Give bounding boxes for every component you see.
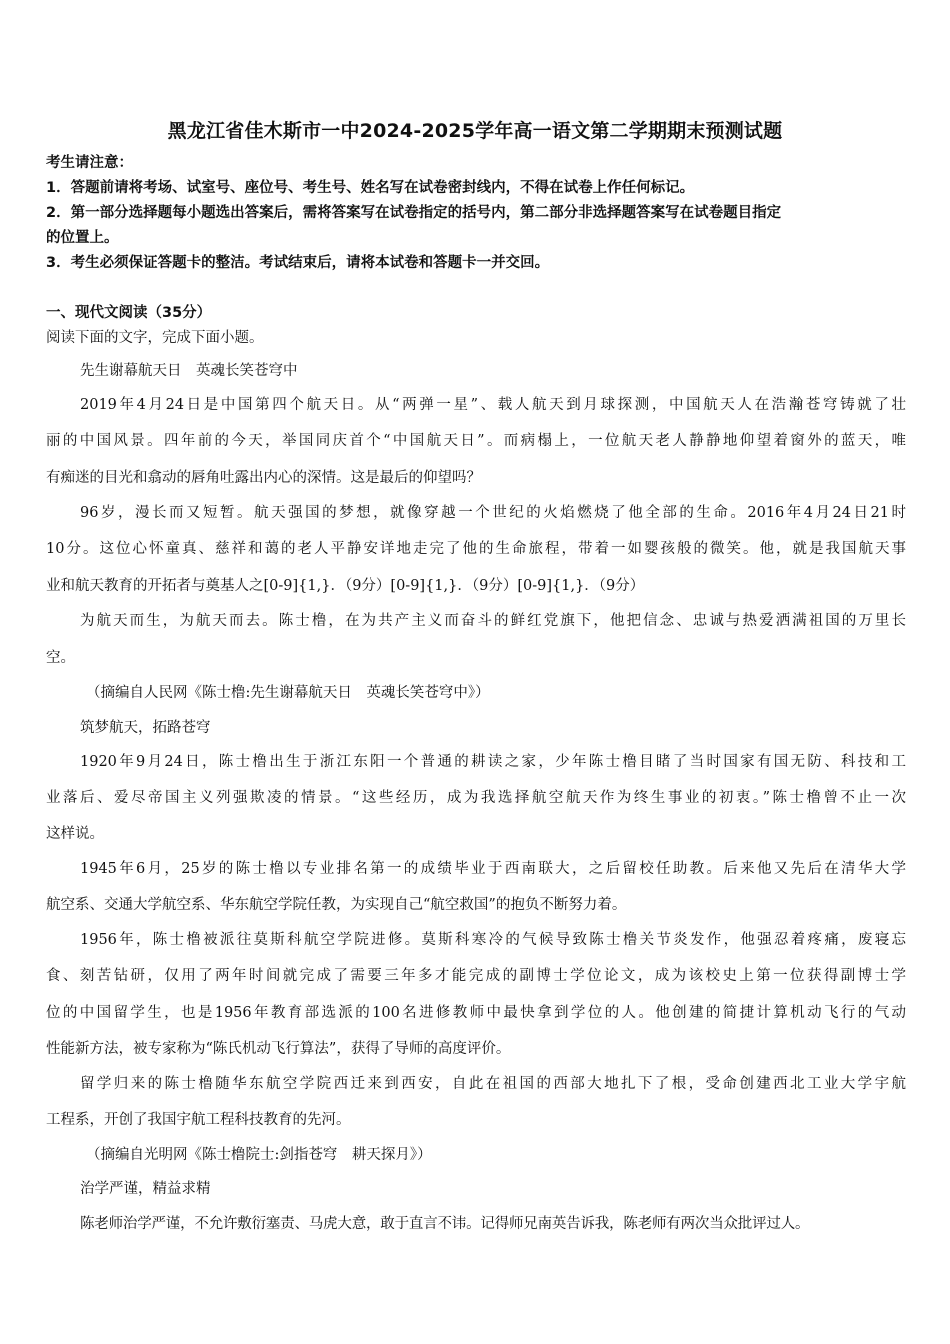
- text-line: 性能新方法，被专家称为“陈氏机动飞行算法”，获得了导师的高度评价。: [46, 1041, 511, 1057]
- notice-heading: 考生请注意：: [46, 155, 133, 171]
- notice-item: 的位置上。: [46, 230, 119, 246]
- text-line: 1956年，陈士橹被派往莫斯科航空学院进修。莫斯科寒冷的气候导致陈士橹关节炎发作，他强忍着疼痛，废寝忘: [80, 932, 906, 948]
- text-line: 业和航天教育的开拓者与奠基人之[0-9]{1,}．（9分）[0-9]{1,}．（9分）[0-9]{1,}．（9分）: [46, 578, 645, 594]
- text-line: 位的中国留学生，也是1956年教育部选派的100名进修教师中最快拿到学位的人。他创建的简捷计算机动飞行的气动: [46, 1005, 906, 1021]
- text-line: 丽的中国风景。四年前的今天，举国同庆首个“中国航天日”。而病榻上，一位航天老人静静地仰望着窗外的蓝天，唯: [46, 433, 906, 449]
- notice-item: 2．第一部分选择题每小题选出答案后，需将答案写在试卷指定的括号内，第二部分非选择题答案写在试卷题目指定: [46, 205, 782, 221]
- text-line: 10分。这位心怀童真、慈祥和蔼的老人平静安详地走完了他的生命旅程，带着一如婴孩般的微笑。他，就是我国航天事: [46, 541, 906, 557]
- source-citation: （摘编自光明网《陈士橹院士:剑指苍穹 耕天探月》）: [86, 1147, 432, 1163]
- section-heading: 一、现代文阅读（35分）: [46, 305, 212, 321]
- text-line: 食、刻苦钻研，仅用了两年时间就完成了需要三年多才能完成的副博士学位论文，成为该校史上第一位获得副博士学: [46, 968, 906, 984]
- section-instruction: 阅读下面的文字，完成下面小题。: [46, 330, 264, 346]
- source-citation: （摘编自人民网《陈士橹:先生谢幕航天日 英魂长笑苍穹中》）: [86, 685, 490, 701]
- notice-item: 1．答题前请将考场、试室号、座位号、考生号、姓名写在试卷密封线内，不得在试卷上作任何标记。: [46, 180, 695, 196]
- notice-item: 3．考生必须保证答题卡的整洁。考试结束后，请将本试卷和答题卡一并交回。: [46, 255, 550, 271]
- text-line: 1945年6月，25岁的陈士橹以专业排名第一的成绩毕业于西南联大，之后留校任助教。后来他又先后在清华大学: [80, 861, 906, 877]
- text-line: 工程系，开创了我国宇航工程科技教育的先河。: [46, 1112, 351, 1128]
- subtitle-3: 治学严谨，精益求精: [80, 1181, 211, 1197]
- text-line: 1920年9月24日，陈士橹出生于浙江东阳一个普通的耕读之家，少年陈士橹目睹了当时国家有国无防、科技和工: [80, 754, 906, 770]
- subtitle-2: 筑梦航天，拓路苍穹: [80, 720, 211, 736]
- text-line: 这样说。: [46, 826, 104, 842]
- text-line: 96岁，漫长而又短暂。航天强国的梦想，就像穿越一个世纪的火焰燃烧了他全部的生命。2016年4月24日21时: [80, 505, 906, 521]
- subtitle-1: 先生谢幕航天日 英魂长笑苍穹中: [80, 363, 298, 379]
- text-line: 航空系、交通大学航空系、华东航空学院任教，为实现自己“航空救国”的抱负不断努力着。: [46, 897, 627, 913]
- page-title: 黑龙江省佳木斯市一中2024-2025学年高一语文第二学期期末预测试题: [167, 120, 783, 142]
- text-line: 为航天而生，为航天而去。陈士橹，在为共产主义而奋斗的鲜红党旗下，他把信念、忠诚与热爱洒满祖国的万里长: [80, 613, 906, 629]
- text-line: 陈老师治学严谨，不允许敷衍塞责、马虎大意，敢于直言不讳。记得师兄南英告诉我，陈老师有两次当众批评过人。: [80, 1216, 810, 1232]
- text-line: 有痴迷的目光和翕动的唇角吐露出内心的深情。这是最后的仰望吗？: [46, 470, 481, 486]
- text-line: 留学归来的陈士橹随华东航空学院西迁来到西安，自此在祖国的西部大地扎下了根，受命创建西北工业大学宇航: [80, 1076, 906, 1092]
- text-line: 空。: [46, 650, 75, 666]
- text-line: 业落后、爱尽帝国主义列强欺凌的情景。“这些经历，成为我选择航空航天作为终生事业的初衷。”陈士橹曾不止一次: [46, 790, 906, 806]
- text-line: 2019年4月24日是中国第四个航天日。从“两弹一星”、载人航天到月球探测，中国航天人在浩瀚苍穹铸就了壮: [80, 397, 906, 413]
